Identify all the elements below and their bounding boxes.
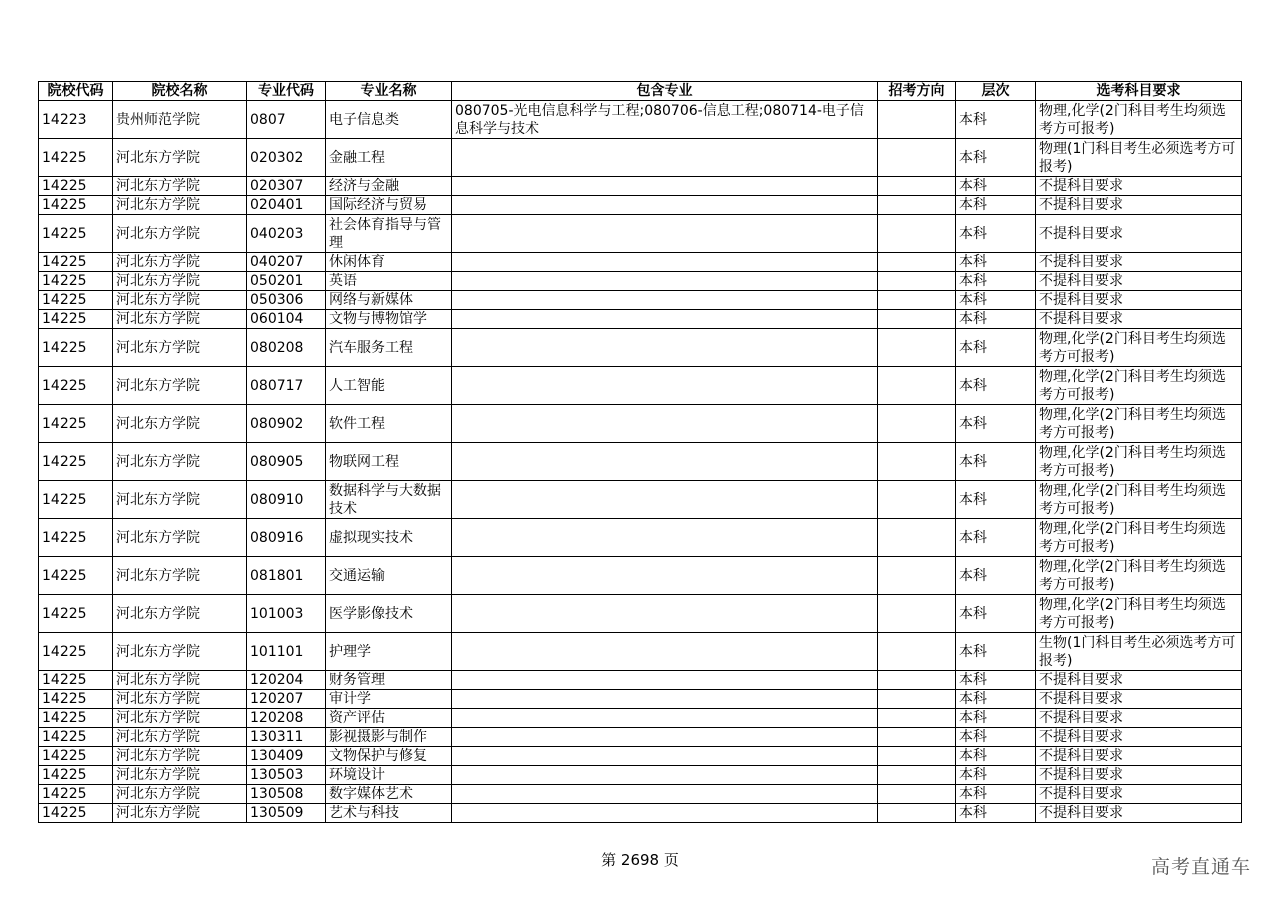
cell-major-name: 资产评估	[326, 709, 452, 728]
cell-major-name: 财务管理	[326, 671, 452, 690]
cell-major-name: 物联网工程	[326, 443, 452, 481]
cell-major-name: 汽车服务工程	[326, 329, 452, 367]
cell-major-code: 120204	[247, 671, 326, 690]
cell-level: 本科	[956, 595, 1036, 633]
cell-level: 本科	[956, 329, 1036, 367]
cell-subject-requirement: 不提科目要求	[1036, 253, 1242, 272]
cell-school-code: 14225	[39, 633, 113, 671]
cell-level: 本科	[956, 215, 1036, 253]
cell-direction	[878, 709, 956, 728]
cell-subject-requirement: 不提科目要求	[1036, 747, 1242, 766]
cell-school-code: 14225	[39, 272, 113, 291]
cell-subject-requirement: 不提科目要求	[1036, 215, 1242, 253]
cell-level: 本科	[956, 405, 1036, 443]
cell-included-majors	[452, 519, 878, 557]
cell-direction	[878, 101, 956, 139]
cell-direction	[878, 728, 956, 747]
cell-included-majors	[452, 633, 878, 671]
cell-school-code: 14225	[39, 728, 113, 747]
cell-included-majors	[452, 310, 878, 329]
cell-major-code: 080717	[247, 367, 326, 405]
cell-major-name: 社会体育指导与管理	[326, 215, 452, 253]
header-subject-requirement: 选考科目要求	[1036, 82, 1242, 101]
table-row	[39, 139, 1242, 177]
cell-school-name: 贵州师范学院	[113, 101, 247, 139]
table-row	[39, 443, 1242, 481]
table-row	[39, 367, 1242, 405]
cell-direction	[878, 329, 956, 367]
cell-direction	[878, 139, 956, 177]
cell-included-majors	[452, 329, 878, 367]
cell-direction	[878, 310, 956, 329]
cell-included-majors	[452, 804, 878, 823]
cell-major-name: 文物保护与修复	[326, 747, 452, 766]
cell-direction	[878, 443, 956, 481]
table-row	[39, 177, 1242, 196]
cell-included-majors	[452, 272, 878, 291]
cell-subject-requirement: 不提科目要求	[1036, 310, 1242, 329]
cell-level: 本科	[956, 177, 1036, 196]
cell-direction	[878, 367, 956, 405]
cell-direction	[878, 671, 956, 690]
table-row	[39, 690, 1242, 709]
cell-subject-requirement: 物理,化学(2门科目考生均须选考方可报考)	[1036, 519, 1242, 557]
cell-included-majors	[452, 367, 878, 405]
cell-school-name: 河北东方学院	[113, 747, 247, 766]
cell-major-name: 虚拟现实技术	[326, 519, 452, 557]
cell-included-majors	[452, 747, 878, 766]
cell-major-name: 医学影像技术	[326, 595, 452, 633]
cell-major-name: 金融工程	[326, 139, 452, 177]
cell-subject-requirement: 物理,化学(2门科目考生均须选考方可报考)	[1036, 405, 1242, 443]
cell-major-name: 艺术与科技	[326, 804, 452, 823]
cell-school-code: 14225	[39, 671, 113, 690]
cell-direction	[878, 785, 956, 804]
cell-school-code: 14225	[39, 310, 113, 329]
cell-included-majors	[452, 253, 878, 272]
cell-major-name: 文物与博物馆学	[326, 310, 452, 329]
cell-major-code: 080916	[247, 519, 326, 557]
cell-school-name: 河北东方学院	[113, 595, 247, 633]
cell-subject-requirement: 物理,化学(2门科目考生均须选考方可报考)	[1036, 481, 1242, 519]
cell-subject-requirement: 不提科目要求	[1036, 728, 1242, 747]
cell-school-name: 河北东方学院	[113, 728, 247, 747]
cell-included-majors	[452, 481, 878, 519]
watermark-logo: 高考直通车	[1150, 856, 1251, 878]
table-row	[39, 728, 1242, 747]
cell-school-name: 河北东方学院	[113, 405, 247, 443]
table-row	[39, 785, 1242, 804]
cell-major-code: 040203	[247, 215, 326, 253]
cell-subject-requirement: 生物(1门科目考生必须选考方可报考)	[1036, 633, 1242, 671]
cell-level: 本科	[956, 519, 1036, 557]
cell-major-name: 经济与金融	[326, 177, 452, 196]
cell-school-name: 河北东方学院	[113, 196, 247, 215]
cell-school-name: 河北东方学院	[113, 709, 247, 728]
table-row	[39, 481, 1242, 519]
cell-included-majors	[452, 405, 878, 443]
cell-major-code: 130409	[247, 747, 326, 766]
cell-school-name: 河北东方学院	[113, 671, 247, 690]
table-row	[39, 766, 1242, 785]
cell-included-majors	[452, 785, 878, 804]
cell-major-code: 020401	[247, 196, 326, 215]
cell-subject-requirement: 不提科目要求	[1036, 272, 1242, 291]
page-number: 第 2698 页	[601, 851, 679, 869]
cell-major-code: 120207	[247, 690, 326, 709]
cell-direction	[878, 405, 956, 443]
cell-subject-requirement: 物理,化学(2门科目考生均须选考方可报考)	[1036, 367, 1242, 405]
cell-included-majors	[452, 291, 878, 310]
cell-school-name: 河北东方学院	[113, 139, 247, 177]
cell-school-code: 14225	[39, 253, 113, 272]
table-row	[39, 747, 1242, 766]
cell-included-majors: 080705-光电信息科学与工程;080706-信息工程;080714-电子信息科学与技术	[452, 101, 878, 139]
cell-school-name: 河北东方学院	[113, 215, 247, 253]
cell-direction	[878, 804, 956, 823]
cell-subject-requirement: 物理,化学(2门科目考生均须选考方可报考)	[1036, 101, 1242, 139]
cell-level: 本科	[956, 747, 1036, 766]
header-included-majors: 包含专业	[452, 82, 878, 101]
cell-included-majors	[452, 690, 878, 709]
cell-level: 本科	[956, 804, 1036, 823]
cell-school-code: 14225	[39, 690, 113, 709]
cell-school-code: 14223	[39, 101, 113, 139]
cell-school-code: 14225	[39, 405, 113, 443]
header-school-code: 院校代码	[39, 82, 113, 101]
cell-school-name: 河北东方学院	[113, 557, 247, 595]
cell-direction	[878, 253, 956, 272]
header-direction: 招考方向	[878, 82, 956, 101]
cell-level: 本科	[956, 633, 1036, 671]
cell-level: 本科	[956, 272, 1036, 291]
cell-included-majors	[452, 728, 878, 747]
cell-school-name: 河北东方学院	[113, 481, 247, 519]
cell-school-name: 河北东方学院	[113, 291, 247, 310]
header-row	[39, 82, 1242, 101]
table-row	[39, 633, 1242, 671]
cell-subject-requirement: 不提科目要求	[1036, 671, 1242, 690]
table-row	[39, 671, 1242, 690]
cell-direction	[878, 481, 956, 519]
cell-school-code: 14225	[39, 196, 113, 215]
cell-subject-requirement: 物理(1门科目考生必须选考方可报考)	[1036, 139, 1242, 177]
table-row	[39, 272, 1242, 291]
cell-major-code: 080905	[247, 443, 326, 481]
cell-included-majors	[452, 177, 878, 196]
cell-major-code: 120208	[247, 709, 326, 728]
cell-major-name: 数据科学与大数据技术	[326, 481, 452, 519]
cell-school-code: 14225	[39, 367, 113, 405]
cell-subject-requirement: 物理,化学(2门科目考生均须选考方可报考)	[1036, 443, 1242, 481]
cell-included-majors	[452, 709, 878, 728]
cell-major-name: 人工智能	[326, 367, 452, 405]
cell-direction	[878, 519, 956, 557]
cell-school-code: 14225	[39, 557, 113, 595]
cell-major-name: 网络与新媒体	[326, 291, 452, 310]
table-row	[39, 405, 1242, 443]
table-row	[39, 291, 1242, 310]
cell-direction	[878, 177, 956, 196]
cell-level: 本科	[956, 291, 1036, 310]
cell-direction	[878, 272, 956, 291]
table-row	[39, 557, 1242, 595]
table-row	[39, 804, 1242, 823]
cell-school-name: 河北东方学院	[113, 310, 247, 329]
cell-subject-requirement: 不提科目要求	[1036, 766, 1242, 785]
cell-school-name: 河北东方学院	[113, 785, 247, 804]
cell-major-code: 130503	[247, 766, 326, 785]
table-row	[39, 329, 1242, 367]
cell-included-majors	[452, 766, 878, 785]
cell-major-code: 130508	[247, 785, 326, 804]
cell-school-code: 14225	[39, 766, 113, 785]
cell-school-code: 14225	[39, 215, 113, 253]
cell-school-name: 河北东方学院	[113, 272, 247, 291]
cell-school-code: 14225	[39, 747, 113, 766]
cell-school-code: 14225	[39, 519, 113, 557]
cell-school-name: 河北东方学院	[113, 804, 247, 823]
cell-major-code: 080902	[247, 405, 326, 443]
cell-direction	[878, 215, 956, 253]
header-school-name: 院校名称	[113, 82, 247, 101]
cell-school-code: 14225	[39, 709, 113, 728]
cell-subject-requirement: 不提科目要求	[1036, 291, 1242, 310]
cell-level: 本科	[956, 481, 1036, 519]
cell-major-name: 休闲体育	[326, 253, 452, 272]
cell-direction	[878, 196, 956, 215]
cell-school-name: 河北东方学院	[113, 519, 247, 557]
table-row	[39, 310, 1242, 329]
cell-included-majors	[452, 215, 878, 253]
table-row	[39, 595, 1242, 633]
cell-direction	[878, 291, 956, 310]
cell-school-name: 河北东方学院	[113, 329, 247, 367]
admissions-table	[38, 81, 1242, 823]
cell-major-code: 081801	[247, 557, 326, 595]
cell-school-name: 河北东方学院	[113, 367, 247, 405]
cell-school-name: 河北东方学院	[113, 443, 247, 481]
cell-level: 本科	[956, 671, 1036, 690]
cell-major-code: 080910	[247, 481, 326, 519]
cell-major-name: 电子信息类	[326, 101, 452, 139]
cell-major-code: 130509	[247, 804, 326, 823]
cell-school-code: 14225	[39, 481, 113, 519]
cell-subject-requirement: 物理,化学(2门科目考生均须选考方可报考)	[1036, 557, 1242, 595]
cell-included-majors	[452, 671, 878, 690]
table-row	[39, 519, 1242, 557]
cell-major-code: 040207	[247, 253, 326, 272]
cell-subject-requirement: 物理,化学(2门科目考生均须选考方可报考)	[1036, 595, 1242, 633]
cell-school-code: 14225	[39, 139, 113, 177]
cell-direction	[878, 633, 956, 671]
table-row	[39, 215, 1242, 253]
cell-direction	[878, 766, 956, 785]
cell-included-majors	[452, 595, 878, 633]
cell-major-code: 080208	[247, 329, 326, 367]
cell-included-majors	[452, 139, 878, 177]
cell-included-majors	[452, 557, 878, 595]
cell-major-name: 影视摄影与制作	[326, 728, 452, 747]
cell-level: 本科	[956, 196, 1036, 215]
cell-level: 本科	[956, 785, 1036, 804]
cell-direction	[878, 690, 956, 709]
table-body	[39, 101, 1242, 823]
cell-subject-requirement: 不提科目要求	[1036, 177, 1242, 196]
cell-major-name: 国际经济与贸易	[326, 196, 452, 215]
cell-level: 本科	[956, 101, 1036, 139]
cell-school-code: 14225	[39, 177, 113, 196]
cell-major-name: 审计学	[326, 690, 452, 709]
cell-direction	[878, 747, 956, 766]
cell-included-majors	[452, 443, 878, 481]
cell-subject-requirement: 物理,化学(2门科目考生均须选考方可报考)	[1036, 329, 1242, 367]
table-row	[39, 196, 1242, 215]
cell-school-code: 14225	[39, 329, 113, 367]
cell-level: 本科	[956, 443, 1036, 481]
table-row	[39, 253, 1242, 272]
cell-school-name: 河北东方学院	[113, 690, 247, 709]
cell-major-code: 060104	[247, 310, 326, 329]
cell-level: 本科	[956, 690, 1036, 709]
cell-level: 本科	[956, 766, 1036, 785]
cell-subject-requirement: 不提科目要求	[1036, 804, 1242, 823]
cell-major-name: 交通运输	[326, 557, 452, 595]
table-row	[39, 709, 1242, 728]
cell-major-name: 护理学	[326, 633, 452, 671]
cell-major-code: 101003	[247, 595, 326, 633]
cell-level: 本科	[956, 253, 1036, 272]
cell-major-name: 数字媒体艺术	[326, 785, 452, 804]
cell-subject-requirement: 不提科目要求	[1036, 785, 1242, 804]
header-major-code: 专业代码	[247, 82, 326, 101]
cell-major-code: 020307	[247, 177, 326, 196]
cell-major-code: 050201	[247, 272, 326, 291]
table-row	[39, 101, 1242, 139]
cell-school-code: 14225	[39, 785, 113, 804]
cell-included-majors	[452, 196, 878, 215]
cell-major-name: 软件工程	[326, 405, 452, 443]
cell-level: 本科	[956, 709, 1036, 728]
header-major-name: 专业名称	[326, 82, 452, 101]
cell-level: 本科	[956, 310, 1036, 329]
cell-major-code: 020302	[247, 139, 326, 177]
cell-school-name: 河北东方学院	[113, 253, 247, 272]
cell-level: 本科	[956, 557, 1036, 595]
cell-level: 本科	[956, 367, 1036, 405]
cell-major-name: 英语	[326, 272, 452, 291]
header-level: 层次	[956, 82, 1036, 101]
cell-major-code: 050306	[247, 291, 326, 310]
cell-subject-requirement: 不提科目要求	[1036, 709, 1242, 728]
cell-school-name: 河北东方学院	[113, 633, 247, 671]
cell-major-code: 130311	[247, 728, 326, 747]
cell-school-code: 14225	[39, 291, 113, 310]
cell-major-code: 101101	[247, 633, 326, 671]
cell-school-code: 14225	[39, 595, 113, 633]
cell-subject-requirement: 不提科目要求	[1036, 196, 1242, 215]
cell-level: 本科	[956, 139, 1036, 177]
cell-subject-requirement: 不提科目要求	[1036, 690, 1242, 709]
cell-direction	[878, 557, 956, 595]
cell-school-name: 河北东方学院	[113, 766, 247, 785]
cell-school-name: 河北东方学院	[113, 177, 247, 196]
cell-major-name: 环境设计	[326, 766, 452, 785]
cell-direction	[878, 595, 956, 633]
cell-school-code: 14225	[39, 443, 113, 481]
cell-school-code: 14225	[39, 804, 113, 823]
cell-level: 本科	[956, 728, 1036, 747]
cell-major-code: 0807	[247, 101, 326, 139]
